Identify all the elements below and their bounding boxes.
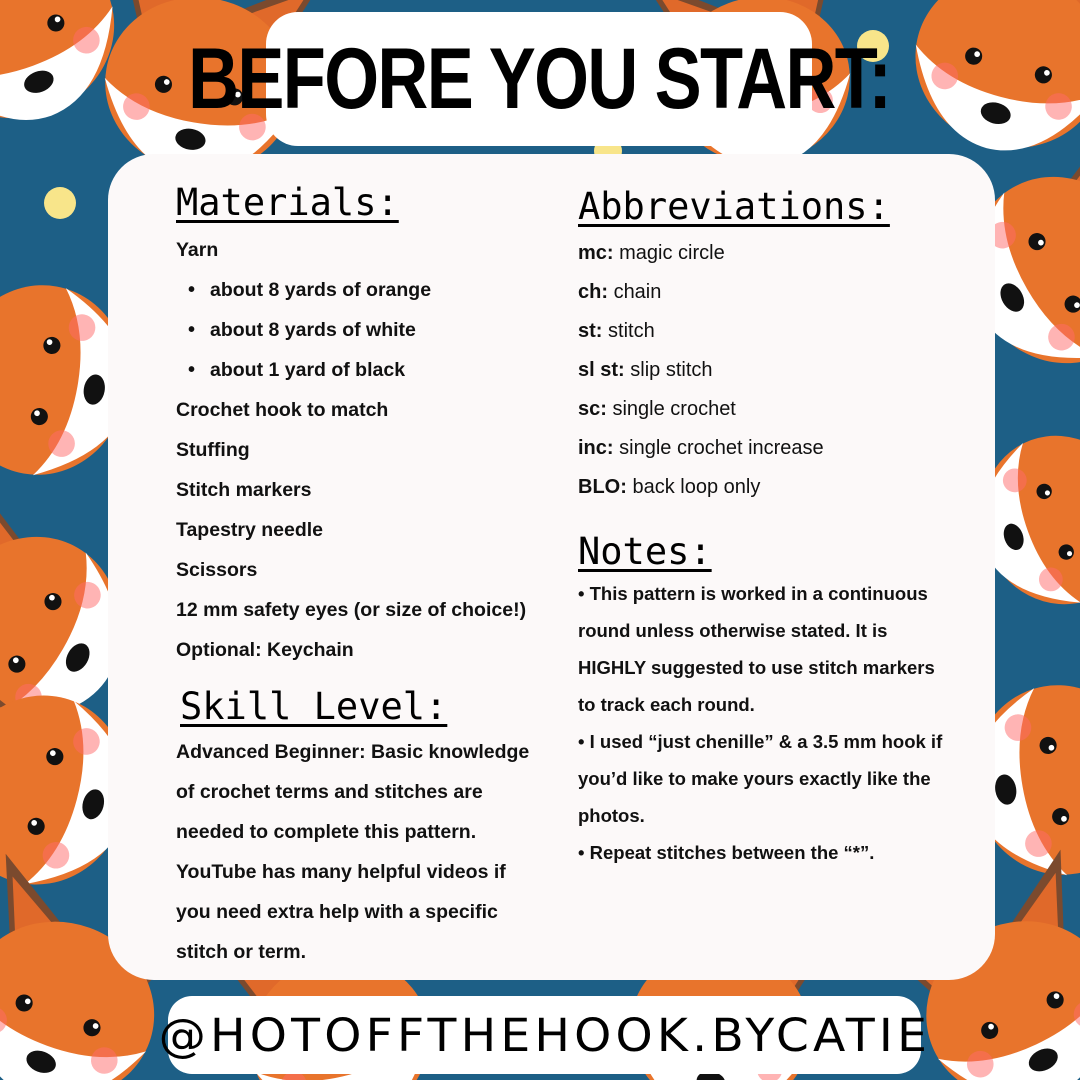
abbreviations-list [578, 234, 968, 507]
abbr-meaning: slip stitch [630, 359, 713, 381]
abbr-term: sl st: [578, 359, 625, 381]
abbr-term: sc: [578, 398, 607, 420]
social-handle-banner [158, 996, 931, 1074]
abbr-meaning: chain [613, 281, 662, 303]
text-line: • Repeat stitches between the “*”. [578, 842, 875, 863]
abbr-meaning: stitch [608, 320, 655, 342]
notes-text [578, 575, 968, 871]
abbr-term: mc: [578, 242, 614, 264]
list-item: Scissors [176, 559, 258, 581]
text-line: you need extra help with a specific [176, 901, 498, 923]
abbreviations-heading: Abbreviations: [578, 185, 890, 228]
list-item [578, 429, 968, 468]
text-line: • This pattern is worked in a continuous [578, 583, 928, 604]
list-item: 12 mm safety eyes (or size of choice!) [176, 599, 527, 621]
left-column [176, 180, 556, 972]
list-item [578, 273, 968, 312]
materials-list [176, 230, 556, 670]
abbr-meaning: magic circle [619, 242, 725, 264]
notes-heading: Notes: [578, 530, 712, 573]
info-card [108, 154, 995, 980]
list-item [578, 351, 968, 390]
list-item [578, 468, 968, 507]
abbr-term: ch: [578, 281, 608, 303]
abbr-term: inc: [578, 437, 614, 459]
text-line: • I used “just chenille” & a 3.5 mm hook if [578, 731, 943, 752]
text-line: round unless otherwise stated. It is [578, 620, 888, 641]
list-item [578, 390, 968, 429]
abbr-term: st: [578, 320, 603, 342]
text-line: to track each round. [578, 694, 755, 715]
title-banner [187, 12, 891, 146]
list-item: Crochet hook to match [176, 399, 389, 421]
text-line: photos. [578, 805, 645, 826]
text-line: HIGHLY suggested to use stitch markers [578, 657, 935, 678]
page-title: BEFORE YOU START: [187, 30, 891, 127]
materials-heading: Materials: [176, 181, 399, 224]
skill-level-text [176, 732, 556, 972]
right-column [578, 184, 968, 871]
list-item: • about 1 yard of black [176, 350, 556, 390]
list-item: • about 8 yards of white [176, 310, 556, 350]
abbr-meaning: single crochet [612, 398, 736, 420]
list-item: Yarn [176, 239, 219, 261]
list-item: Optional: Keychain [176, 639, 354, 661]
text-line: of crochet terms and stitches are [176, 781, 483, 803]
list-item [578, 234, 968, 273]
text-line: needed to complete this pattern. [176, 821, 477, 843]
text-line: YouTube has many helpful videos if [176, 861, 506, 883]
text-line: you’d like to make yours exactly like the [578, 768, 931, 789]
list-item: • about 8 yards of orange [176, 270, 556, 310]
abbr-term: BLO: [578, 476, 627, 498]
abbr-meaning: single crochet increase [619, 437, 824, 459]
list-item: Stuffing [176, 439, 250, 461]
abbr-meaning: back loop only [632, 476, 761, 498]
list-item: Stitch markers [176, 479, 312, 501]
list-item [578, 312, 968, 351]
social-handle: @HOTOFFTHEHOOK.BYCATIE [158, 1008, 931, 1062]
list-item: Tapestry needle [176, 519, 324, 541]
text-line: Advanced Beginner: Basic knowledge [176, 741, 530, 763]
skill-level-heading: Skill Level: [180, 685, 448, 728]
text-line: stitch or term. [176, 941, 307, 963]
